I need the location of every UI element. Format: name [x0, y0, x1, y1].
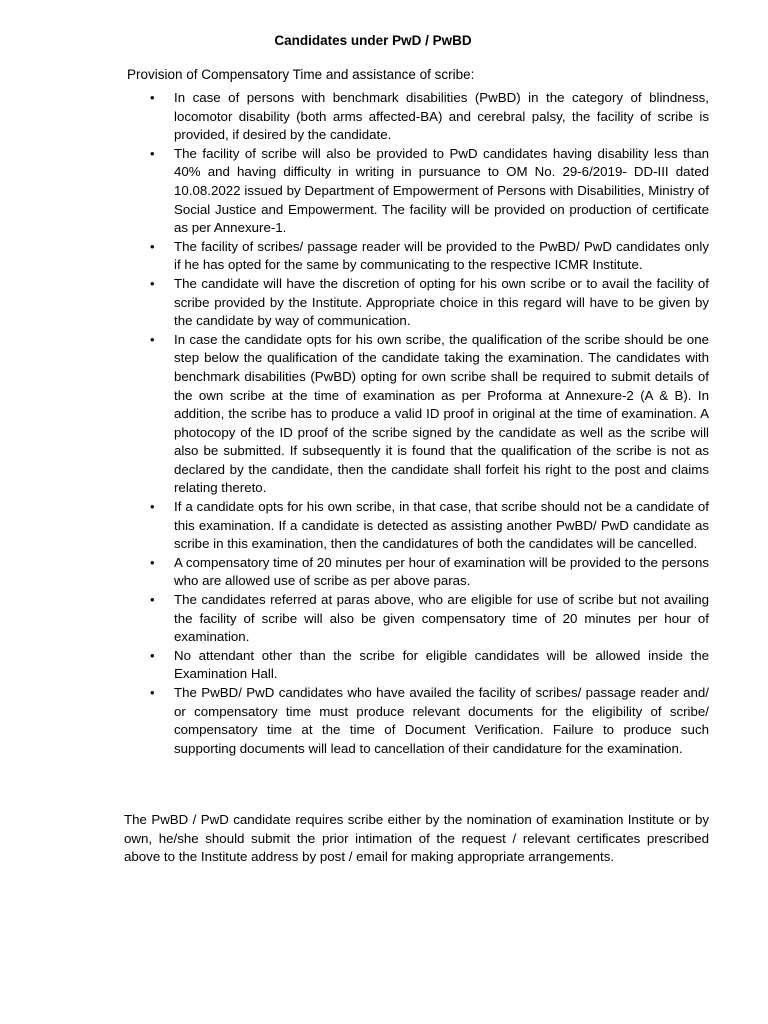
bullet-icon: • [150, 90, 155, 105]
list-item-text: No attendant other than the scribe for eligible candidates will be allowed inside the Examination Hall. [174, 647, 709, 682]
list-item [148, 275, 709, 331]
closing-paragraph: The PwBD / PwD candidate requires scribe either by the nomination of examination Institute or by own, he/she should submit the prior intimation of the request / relevant certificates prescribed above to the Institute address by post / email for making appropriate arrangements. [124, 812, 709, 864]
list-item [148, 498, 709, 554]
bullet-list [148, 89, 709, 758]
page-title: Candidates under PwD / PwBD [274, 33, 472, 48]
list-item [148, 591, 709, 647]
list-item-text: The facility of scribes/ passage reader will be provided to the PwBD/ PwD candidates only if he has opted for the same by communicating to the respective ICMR Institute. [174, 238, 709, 273]
bullet-icon: • [150, 554, 155, 570]
bullet-icon: • [150, 275, 155, 291]
bullet-icon: • [150, 592, 155, 608]
list-item [148, 684, 709, 758]
list-item [148, 554, 709, 591]
bullet-icon: • [150, 685, 155, 700]
list-item-text: The candidates referred at paras above, who are eligible for use of scribe but not availing the facility of scribe will also be given compensatory time of 20 minutes per hour of examination. [174, 592, 709, 645]
list-item [148, 145, 709, 238]
bullet-icon: • [150, 331, 155, 347]
list-item-text: A compensatory time of 20 minutes per hour of examination will be provided to the persons who are allowed use of scribe as per above paras. [174, 554, 709, 589]
list-item-text: In case the candidate opts for his own scribe, the qualification of the scribe should be one step below the qualification of the candidate taking the examination. The candidates with benchmark disabilities (PwBD) opting for own scribe shall be required to submit details of the own scribe at the time of examination as per Proforma at Annexure-2 (A & B). In addition, the scribe has to produce a valid ID proof in original at the time of examination. A photocopy of the ID proof of the scribe signed by the candidate as well as the scribe will also be submitted. If subsequently it is found that the qualification of the scribe is not as declared by the candidate, then the candidate shall forfeit his right to the post and claims relating thereto. [174, 331, 709, 496]
list-item [148, 89, 709, 145]
list-item-text: The PwBD/ PwD candidates who have availed the facility of scribes/ passage reader and/ or compensatory time must produce relevant documents for the eligibility of scribe/ compensatory time at the time of Document Verification. Failure to produce such supporting documents will lead to cancellation of their candidature for the examination. [174, 685, 709, 756]
list-item-text: If a candidate opts for his own scribe, in that case, that scribe should not be a candidate of this examination. If a candidate is detected as assisting another PwBD/ PwD candidate as scribe in this examination, then the candidatures of both the candidates will be cancelled. [174, 499, 709, 552]
bullet-icon: • [150, 145, 155, 161]
bullet-icon: • [150, 499, 155, 515]
list-item-text: The facility of scribe will also be provided to PwD candidates having disability less than 40% and having difficulty in writing in pursuance to OM No. 29-6/2019- DD-III dated 10.08.2022 issued by Department of Empowerment of Persons with Disabilities, Ministry of Social Justice and Empowerment. The facility will be provided on production of certificate as per Annexure-1. [174, 145, 709, 236]
bullet-icon: • [150, 647, 155, 663]
list-item-text: In case of persons with benchmark disabilities (PwBD) in the category of blindness, locomotor disability (both arms affected-BA) and cerebral palsy, the facility of scribe is provided, if desired by the candidate. [174, 90, 709, 143]
list-item [148, 647, 709, 684]
list-item-text: The candidate will have the discretion of opting for his own scribe or to avail the facility of scribe provided by the Institute. Appropriate choice in this regard will have to be given by the candidate by way of communication. [174, 275, 709, 329]
list-item [148, 238, 709, 275]
list-item [148, 331, 709, 498]
section-intro: Provision of Compensatory Time and assistance of scribe: [127, 67, 475, 82]
bullet-icon: • [150, 238, 155, 254]
